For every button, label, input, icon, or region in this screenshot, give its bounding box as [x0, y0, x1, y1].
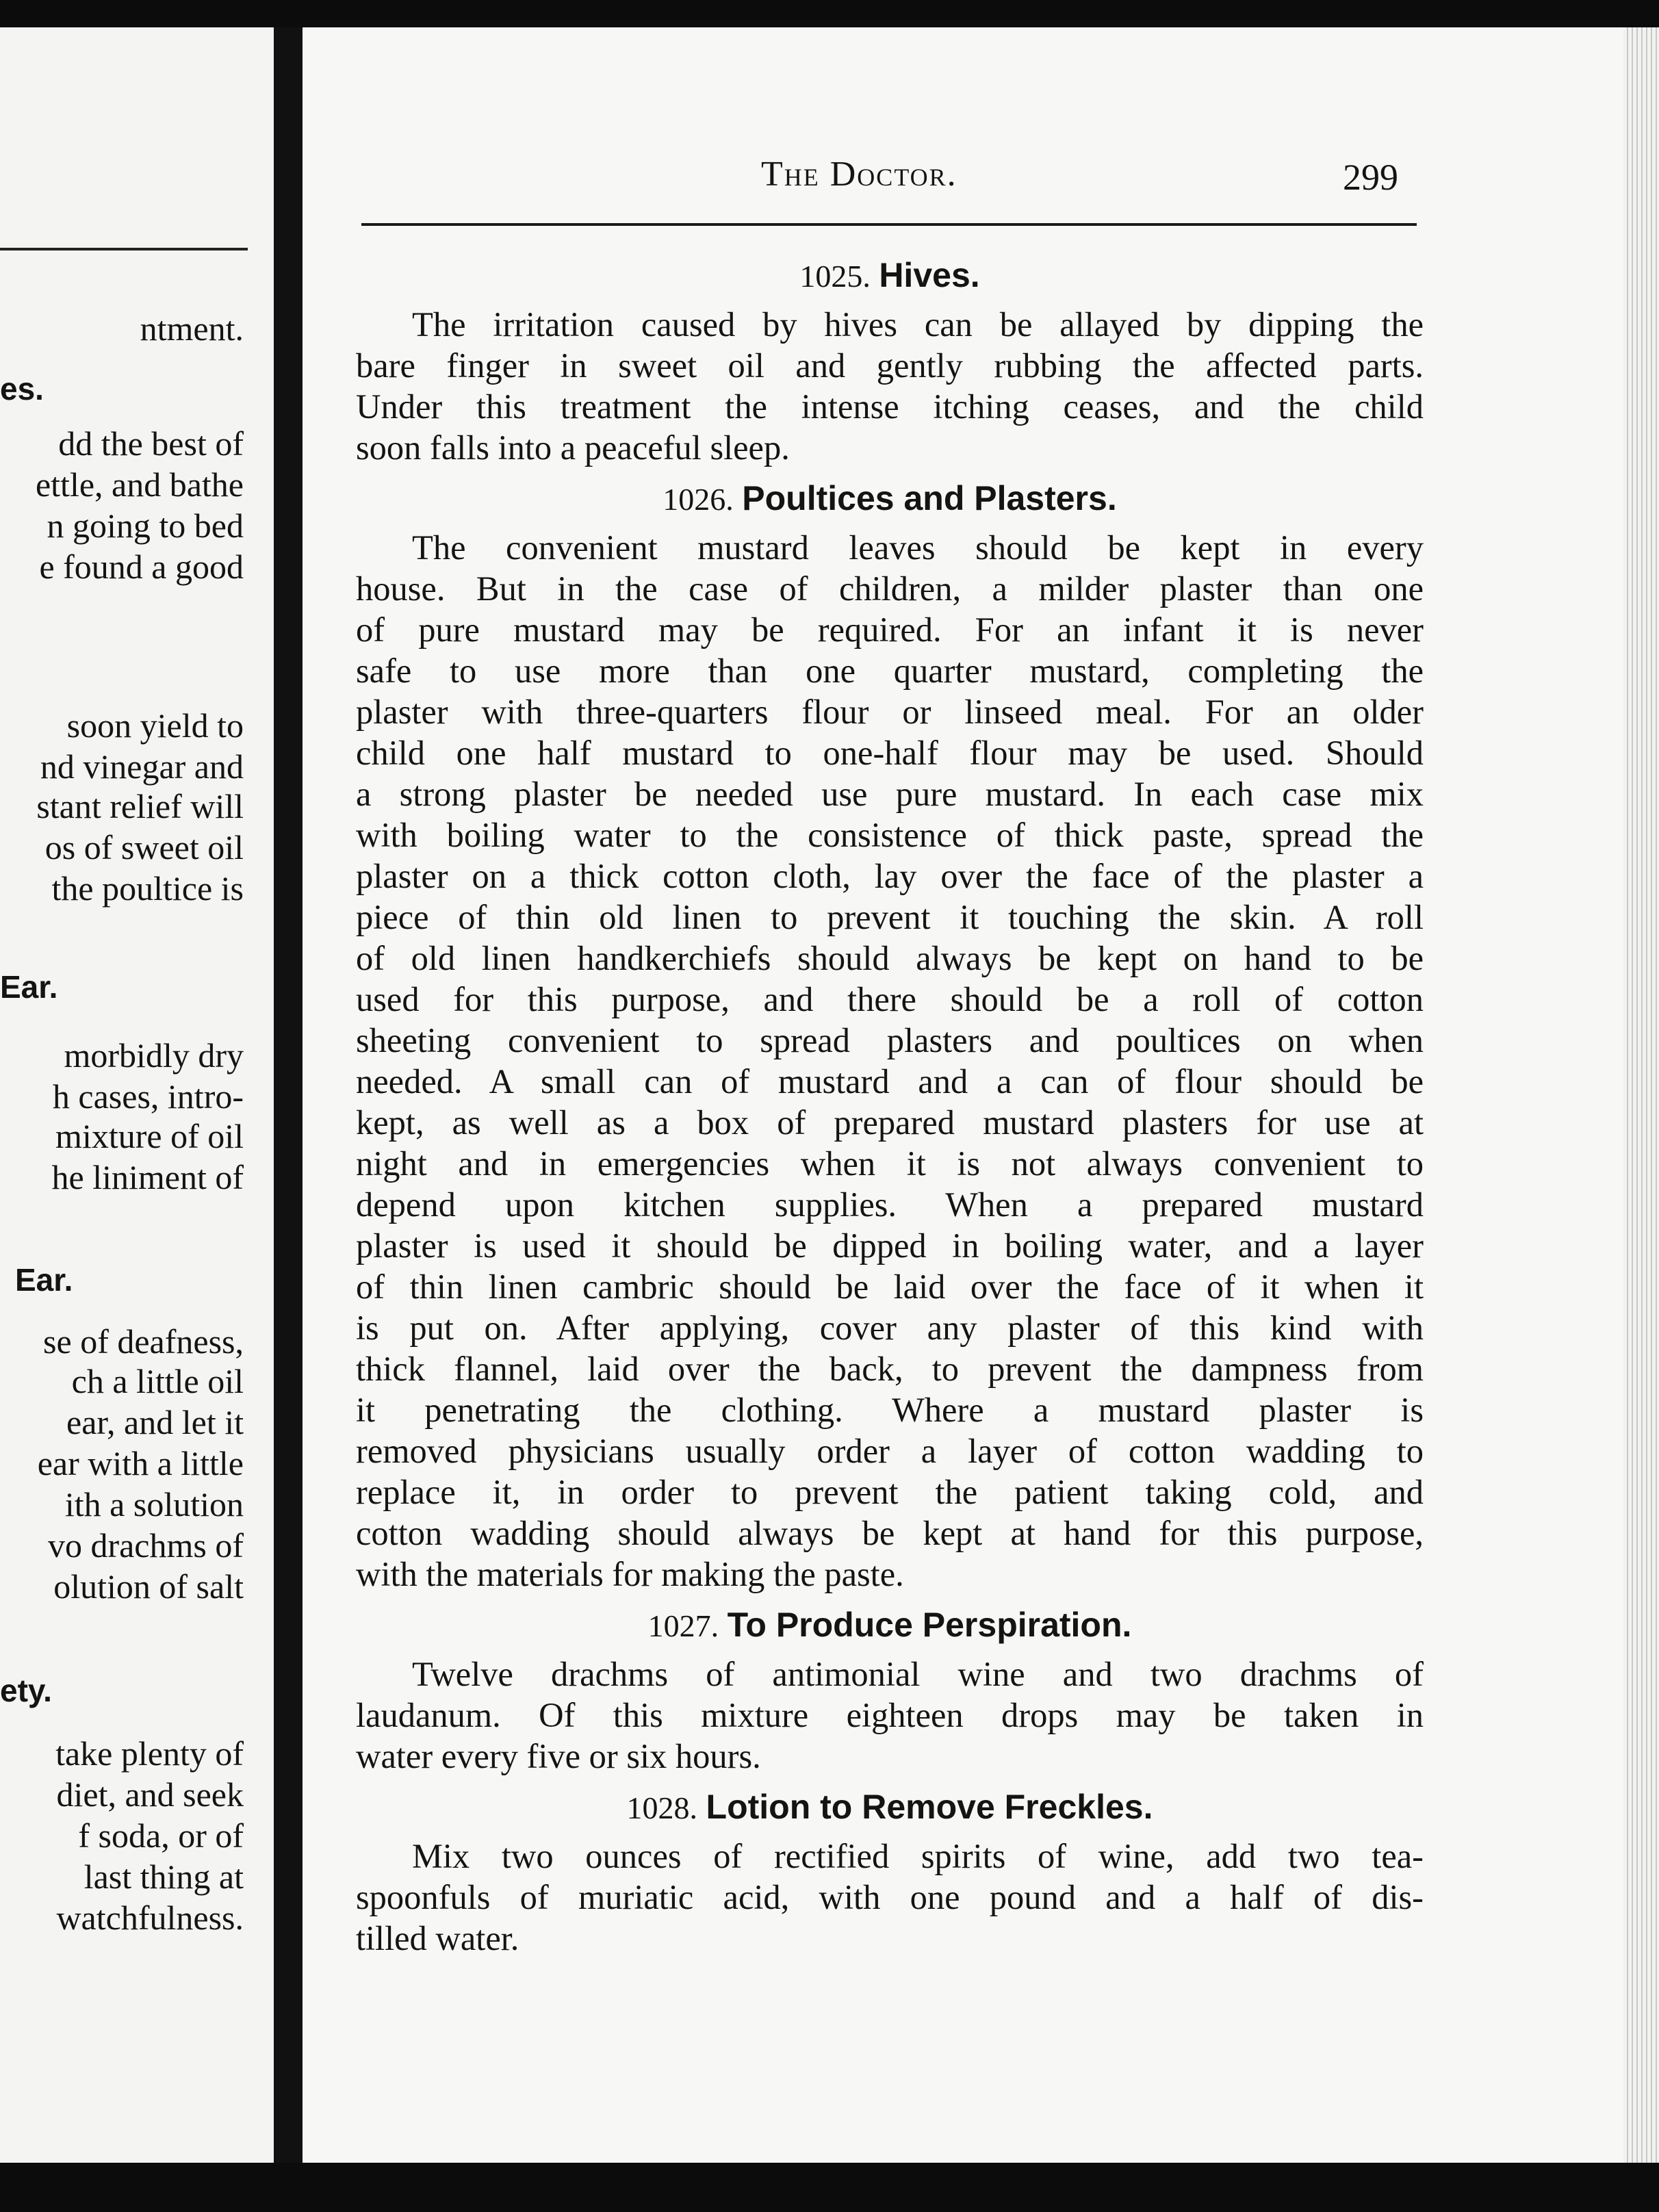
- entry-body: [356, 304, 1424, 468]
- text-line: spoonfuls of muriatic acid, with one pound and a half of dis-: [356, 1878, 1424, 1916]
- text-line: night and in emergencies when it is not always convenient to: [356, 1144, 1424, 1183]
- text-line: house. But in the case of children, a milder plaster than one: [356, 569, 1424, 608]
- entry-body: [356, 1654, 1424, 1777]
- text-line: plaster is used it should be dipped in boiling water, and a layer: [356, 1226, 1424, 1265]
- entry-title: Hives.: [879, 256, 980, 294]
- text-line: The irritation caused by hives can be allayed by dipping the: [412, 305, 1424, 344]
- text-line: thick flannel, laid over the back, to prevent the dampness from: [356, 1350, 1424, 1388]
- entry-title: Poultices and Plasters.: [742, 479, 1117, 517]
- text-line: soon falls into a peaceful sleep.: [356, 428, 790, 467]
- entry-number: 1025.: [799, 259, 871, 294]
- entry-body: [356, 1836, 1424, 1959]
- text-line: kept, as well as a box of prepared mustard plasters for use at: [356, 1103, 1424, 1142]
- entry-number: 1027.: [647, 1608, 719, 1643]
- text-line: Mix two ounces of rectified spirits of wine, add two tea-: [412, 1837, 1424, 1875]
- entry-heading: [356, 255, 1424, 297]
- text-line: child one half mustard to one-half flour may be used. Should: [356, 734, 1424, 772]
- entry: [356, 255, 1424, 468]
- entry: [356, 1786, 1424, 1959]
- entry-heading: [356, 478, 1424, 520]
- entry-heading: [356, 1786, 1424, 1829]
- left-page: ntment. es. dd the best of ettle, and bathe n going to bed e found a good soon yield to nd vinegar and stant relief will os of sweet oil the poultice is Ear. morbidly dry h cases, intro- mixture of oil he liniment of Ear. se of deafness, ch a little oil ear, and let it ear with a little ith a solution vo drachms of olution of salt ety. take plenty of diet, and seek f soda, or of last thing at watchfulness.: [0, 27, 274, 2163]
- text-line: Twelve drachms of antimonial wine and two drachms of: [412, 1655, 1424, 1693]
- header-rule: [361, 223, 1417, 226]
- text-line: with boiling water to the consistence of thick paste, spread the: [356, 816, 1424, 854]
- text-line: Under this treatment the intense itching ceases, and the child: [356, 387, 1424, 426]
- entry: [356, 1604, 1424, 1777]
- text-line: plaster with three-quarters flour or linseed meal. For an older: [356, 693, 1424, 731]
- entry: [356, 478, 1424, 1595]
- page-content: [356, 255, 1424, 1968]
- text-line: a strong plaster be needed use pure mustard. In each case mix: [356, 775, 1424, 813]
- text-line: The convenient mustard leaves should be kept in every: [412, 528, 1424, 567]
- text-line: of pure mustard may be required. For an infant it is never: [356, 610, 1424, 649]
- book-gutter: [274, 27, 303, 2163]
- text-line: needed. A small can of mustard and a can of flour should be: [356, 1062, 1424, 1101]
- text-line: laudanum. Of this mixture eighteen drops may be taken in: [356, 1696, 1424, 1734]
- left-page-rule: [0, 248, 248, 250]
- text-line: is put on. After applying, cover any plaster of this kind with: [356, 1309, 1424, 1347]
- entry-heading: [356, 1604, 1424, 1647]
- text-line: depend upon kitchen supplies. When a prepared mustard: [356, 1185, 1424, 1224]
- entry-body: [356, 527, 1424, 1595]
- text-line: of old linen handkerchiefs should always be kept on hand to be: [356, 939, 1424, 977]
- entry-number: 1026.: [663, 482, 734, 517]
- page-edge: [1623, 27, 1659, 2163]
- entry-title: Lotion to Remove Freckles.: [706, 1788, 1153, 1826]
- text-line: cotton wadding should always be kept at hand for this purpose,: [356, 1514, 1424, 1552]
- page-number: 299: [1343, 157, 1398, 198]
- text-line: with the materials for making the paste.: [356, 1555, 904, 1593]
- text-line: piece of thin old linen to prevent it touching the skin. A roll: [356, 898, 1424, 936]
- entry-number: 1028.: [626, 1790, 698, 1825]
- text-line: bare finger in sweet oil and gently rubbing the affected parts.: [356, 346, 1424, 385]
- text-line: it penetrating the clothing. Where a mustard plaster is: [356, 1391, 1424, 1429]
- text-line: safe to use more than one quarter mustard, completing the: [356, 652, 1424, 690]
- text-line: removed physicians usually order a layer of cotton wadding to: [356, 1432, 1424, 1470]
- text-line: used for this purpose, and there should be a roll of cotton: [356, 980, 1424, 1018]
- entry-title: To Produce Perspiration.: [727, 1606, 1132, 1644]
- text-line: water every five or six hours.: [356, 1737, 761, 1775]
- text-line: sheeting convenient to spread plasters and poultices on when: [356, 1021, 1424, 1059]
- text-line: of thin linen cambric should be laid over the face of it when it: [356, 1268, 1424, 1306]
- running-head: The Doctor.: [761, 155, 957, 194]
- text-line: tilled water.: [356, 1919, 519, 1957]
- text-line: plaster on a thick cotton cloth, lay over the face of the plaster a: [356, 857, 1424, 895]
- text-line: replace it, in order to prevent the patient taking cold, and: [356, 1473, 1424, 1511]
